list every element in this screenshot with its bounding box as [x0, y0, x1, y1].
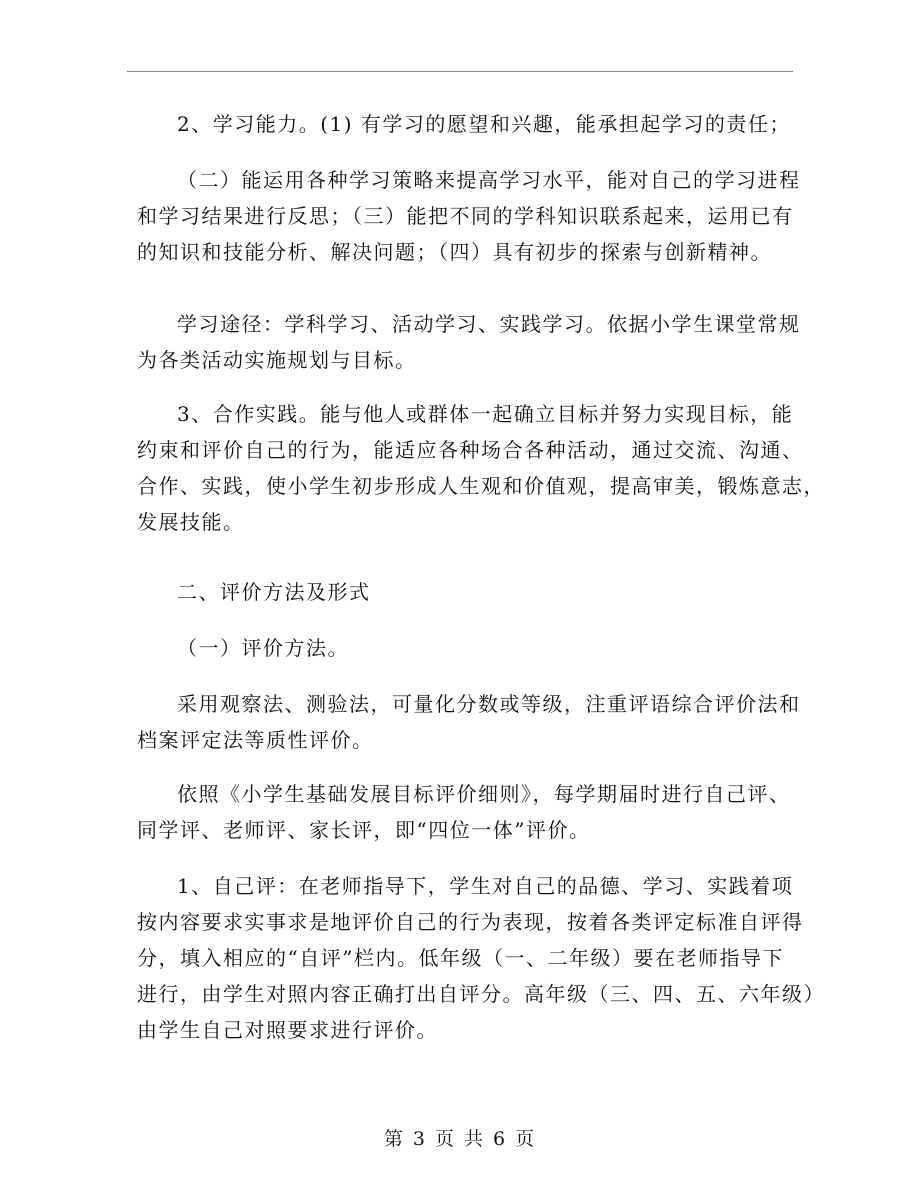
text-line: 和学习结果进行反思；（三）能把不同的学科知识联系起来，运用已有 [137, 204, 794, 228]
text-line: 由学生自己对照要求进行评价。 [137, 1018, 438, 1042]
header-rule [127, 71, 793, 72]
text-line: 发展技能。 [137, 510, 245, 534]
text-line: 合作、实践，使小学生初步形成人生观和价值观，提高审美，锻炼意志， [137, 474, 825, 498]
section-heading-evaluation-methods [177, 574, 837, 610]
paragraph-four-in-one [137, 776, 797, 848]
text-line: 依照《小学生基础发展目标评价细则》，每学期届时进行自己评、 [177, 782, 791, 806]
paragraph-self-evaluation [137, 868, 825, 1048]
text-line: （一）评价方法。 [177, 636, 349, 660]
page-number: 第 3 页 共 6 页 [383, 1128, 537, 1150]
text-line: 分，填入相应的“自评”栏内。低年级（一、二年级）要在老师指导下 [137, 946, 784, 970]
text-line: 3、合作实践。能与他人或群体一起确立目标并努力实现目标，能 [177, 402, 794, 426]
text-line: 按内容要求实事求是地评价自己的行为表现，按着各类评定标准自评得 [137, 910, 804, 934]
text-line: 二、评价方法及形式 [177, 580, 371, 604]
text-line: 为各类活动实施规划与目标。 [137, 348, 417, 372]
paragraph-observation-method [137, 686, 801, 758]
paragraph-cooperation-practice [137, 396, 825, 540]
text-line: 约束和评价自己的行为，能适应各种场合各种活动，通过交流、沟通、 [137, 438, 804, 462]
text-line: 1、自己评：在老师指导下，学生对自己的品德、学习、实践着项 [177, 874, 794, 898]
paragraph-learning-ability [177, 106, 837, 142]
text-line: 学习途径：学科学习、活动学习、实践学习。依据小学生课堂常规 [177, 312, 801, 336]
text-line: 2、学习能力。(1) 有学习的愿望和兴趣，能承担起学习的责任； [177, 112, 791, 136]
text-line: 的知识和技能分析、解决问题；（四）具有初步的探索与创新精神。 [137, 240, 772, 264]
paragraph-learning-strategies [137, 162, 801, 270]
text-line: 档案评定法等质性评价。 [137, 728, 374, 752]
text-line: 同学评、老师评、家长评，即“四位一体”评价。 [137, 818, 591, 842]
text-line: 采用观察法、测验法，可量化分数或等级，注重评语综合评价法和 [177, 692, 801, 716]
text-line: （二）能运用各种学习策略来提高学习水平，能对自己的学习进程 [177, 168, 801, 192]
text-line: 进行，由学生对照内容正确打出自评分。高年级（三、四、五、六年级） [137, 982, 825, 1006]
paragraph-learning-paths [137, 306, 801, 378]
subheading-evaluation-method [177, 630, 837, 666]
